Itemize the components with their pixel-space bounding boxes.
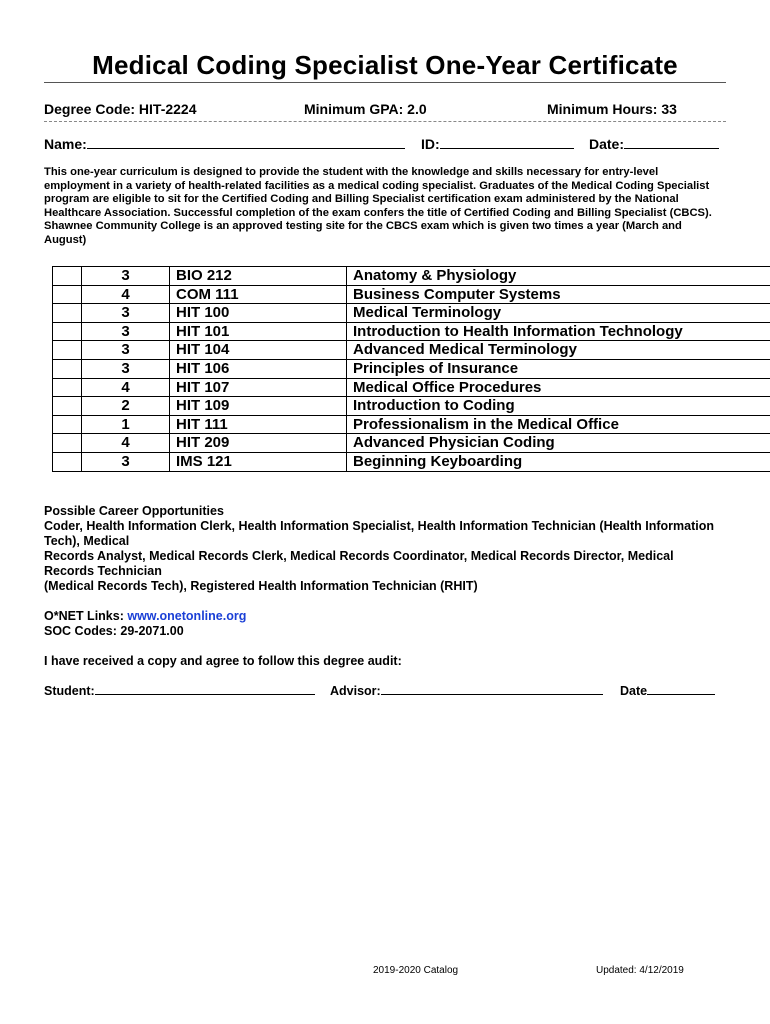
course-code: HIT 100 — [170, 304, 347, 323]
advisor-line[interactable] — [381, 682, 603, 695]
id-label: ID: — [421, 136, 440, 152]
course-name: Business Computer Systems — [347, 285, 770, 304]
table-row — [53, 267, 770, 286]
advisor-signature[interactable] — [330, 682, 603, 698]
course-code: HIT 209 — [170, 434, 347, 453]
signature-date-line[interactable] — [647, 682, 715, 695]
agreement-text: I have received a copy and agree to follow this degree audit: — [44, 654, 402, 668]
course-credits: 4 — [82, 378, 170, 397]
course-code: HIT 106 — [170, 359, 347, 378]
course-blank-cell — [53, 359, 82, 378]
table-row — [53, 434, 770, 453]
course-credits: 3 — [82, 267, 170, 286]
info-divider — [44, 121, 726, 122]
date-field[interactable] — [589, 136, 719, 152]
course-code: COM 111 — [170, 285, 347, 304]
course-blank-cell — [53, 341, 82, 360]
course-blank-cell — [53, 434, 82, 453]
careers-line: (Medical Records Tech), Registered Health Information Technician (RHIT) — [44, 579, 478, 593]
course-blank-cell — [53, 415, 82, 434]
course-code: HIT 101 — [170, 322, 347, 341]
table-row — [53, 285, 770, 304]
student-signature[interactable] — [44, 682, 315, 698]
name-line[interactable] — [87, 136, 405, 149]
program-description: This one-year curriculum is designed to provide the student with the knowledge and skills necessary for entry-level employment in a variety of health-related facilities as a medical coding specialist. Graduates of the Medical Coding Specialist program are eligible to sit for the Certified Coding and Billing Specialist certification exam administered by the National Healthcare Association. Successful completion of the exam confers the title of Certified Coding and Billing Specialist (CBCS). Shawnee Community College is an approved testing site for the CBCS exam which is given two times a year (March and August) — [44, 166, 712, 246]
id-field[interactable] — [421, 136, 574, 152]
course-credits: 4 — [82, 434, 170, 453]
course-blank-cell — [53, 285, 82, 304]
table-row — [53, 452, 770, 471]
minimum-hours: Minimum Hours: 33 — [547, 101, 677, 117]
course-credits: 3 — [82, 341, 170, 360]
course-name: Advanced Medical Terminology — [347, 341, 770, 360]
course-code: BIO 212 — [170, 267, 347, 286]
catalog-year: 2019-2020 Catalog — [373, 965, 459, 976]
course-code: HIT 107 — [170, 378, 347, 397]
minimum-gpa: Minimum GPA: 2.0 — [304, 101, 427, 117]
soc-codes: SOC Codes: 29-2071.00 — [44, 624, 184, 638]
table-row — [53, 322, 770, 341]
careers-list — [44, 519, 716, 594]
course-name: Medical Terminology — [347, 304, 770, 323]
onet-label: O*NET Links: — [44, 609, 124, 623]
course-blank-cell — [53, 267, 82, 286]
course-name: Principles of Insurance — [347, 359, 770, 378]
name-label: Name: — [44, 136, 87, 152]
name-field[interactable] — [44, 136, 405, 152]
course-name: Medical Office Procedures — [347, 378, 770, 397]
course-name: Professionalism in the Medical Office — [347, 415, 770, 434]
page-title: Medical Coding Specialist One-Year Certificate — [92, 50, 678, 80]
course-blank-cell — [53, 304, 82, 323]
course-blank-cell — [53, 452, 82, 471]
course-code: IMS 121 — [170, 452, 347, 471]
table-row — [53, 415, 770, 434]
course-name: Introduction to Coding — [347, 397, 770, 416]
course-name: Introduction to Health Information Technology — [347, 322, 770, 341]
course-code: HIT 109 — [170, 397, 347, 416]
signature-date[interactable] — [620, 682, 715, 698]
course-code: HIT 104 — [170, 341, 347, 360]
table-row — [53, 304, 770, 323]
advisor-label: Advisor: — [330, 684, 381, 698]
id-line[interactable] — [440, 136, 574, 149]
course-code: HIT 111 — [170, 415, 347, 434]
course-credits: 3 — [82, 304, 170, 323]
course-credits: 4 — [82, 285, 170, 304]
signature-date-label: Date — [620, 684, 648, 698]
student-label: Student: — [44, 684, 95, 698]
course-blank-cell — [53, 378, 82, 397]
onet-link[interactable]: www.onetonline.org — [127, 609, 247, 623]
course-blank-cell — [53, 322, 82, 341]
table-row — [53, 359, 770, 378]
onet-links — [44, 609, 246, 623]
student-line[interactable] — [95, 682, 315, 695]
course-name: Anatomy & Physiology — [347, 267, 770, 286]
careers-line: Coder, Health Information Clerk, Health Information Specialist, Health Information Technician (Health Information Tech), Medical — [44, 519, 714, 548]
course-name: Advanced Physician Coding — [347, 434, 770, 453]
course-name: Beginning Keyboarding — [347, 452, 770, 471]
title-rule — [44, 82, 726, 83]
table-row — [53, 341, 770, 360]
course-credits: 1 — [82, 415, 170, 434]
course-credits: 2 — [82, 397, 170, 416]
course-credits: 3 — [82, 452, 170, 471]
course-table — [52, 266, 770, 472]
course-credits: 3 — [82, 359, 170, 378]
updated-date: Updated: 4/12/2019 — [596, 965, 684, 976]
table-row — [53, 378, 770, 397]
date-line[interactable] — [624, 136, 719, 149]
careers-heading: Possible Career Opportunities — [44, 504, 224, 518]
date-label: Date: — [589, 136, 625, 152]
table-row — [53, 397, 770, 416]
degree-code: Degree Code: HIT-2224 — [44, 101, 197, 117]
course-blank-cell — [53, 397, 82, 416]
careers-line: Records Analyst, Medical Records Clerk, Medical Records Coordinator, Medical Records Director, Medical Records Technician — [44, 549, 674, 578]
course-credits: 3 — [82, 322, 170, 341]
